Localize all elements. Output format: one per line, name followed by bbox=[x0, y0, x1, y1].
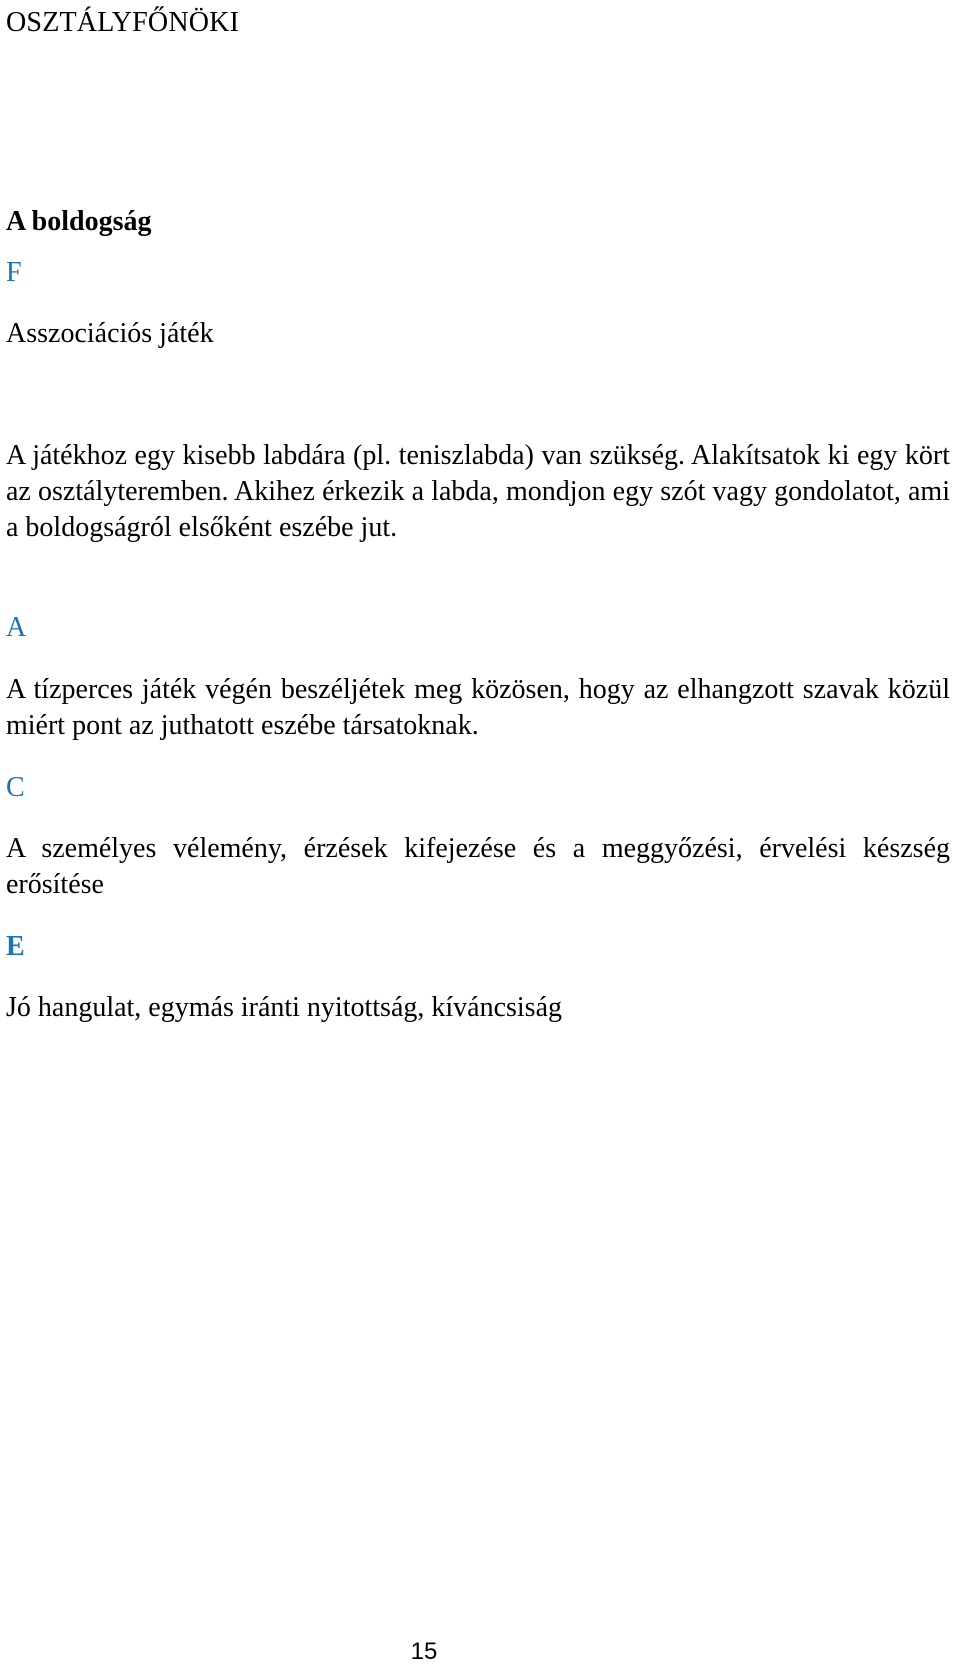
section-letter-c: C bbox=[6, 772, 25, 803]
activity-description: A játékhoz egy kisebb labdára (pl. teniszlabda) van szükség. Alakítsatok ki egy kört az osztályteremben. Akihez érkezik a labda, mondjon egy szót vagy gondolatot, ami a boldogságról elsőként eszébe jut. bbox=[6, 440, 950, 543]
section-title: A boldogság bbox=[6, 206, 152, 237]
section-letter-f: F bbox=[6, 257, 22, 288]
section-letter-e: E bbox=[6, 931, 25, 962]
section-letter-a: A bbox=[6, 612, 27, 643]
activity-goal: A személyes vélemény, érzések kifejezése és a meggyőzési, érvelési készség erősítése bbox=[6, 833, 950, 900]
page-number bbox=[0, 1637, 960, 1667]
page-number-text: 15 bbox=[410, 1638, 438, 1665]
page-header: OSZTÁLYFŐNÖKI bbox=[6, 7, 240, 38]
activity-name: Asszociációs játék bbox=[6, 318, 214, 349]
activity-outcome: Jó hangulat, egymás iránti nyitottság, kíváncsiság bbox=[6, 992, 563, 1023]
activity-discussion: A tízperces játék végén beszéljétek meg közösen, hogy az elhangzott szavak közül miért pont az juthatott eszébe társatoknak. bbox=[6, 674, 950, 741]
